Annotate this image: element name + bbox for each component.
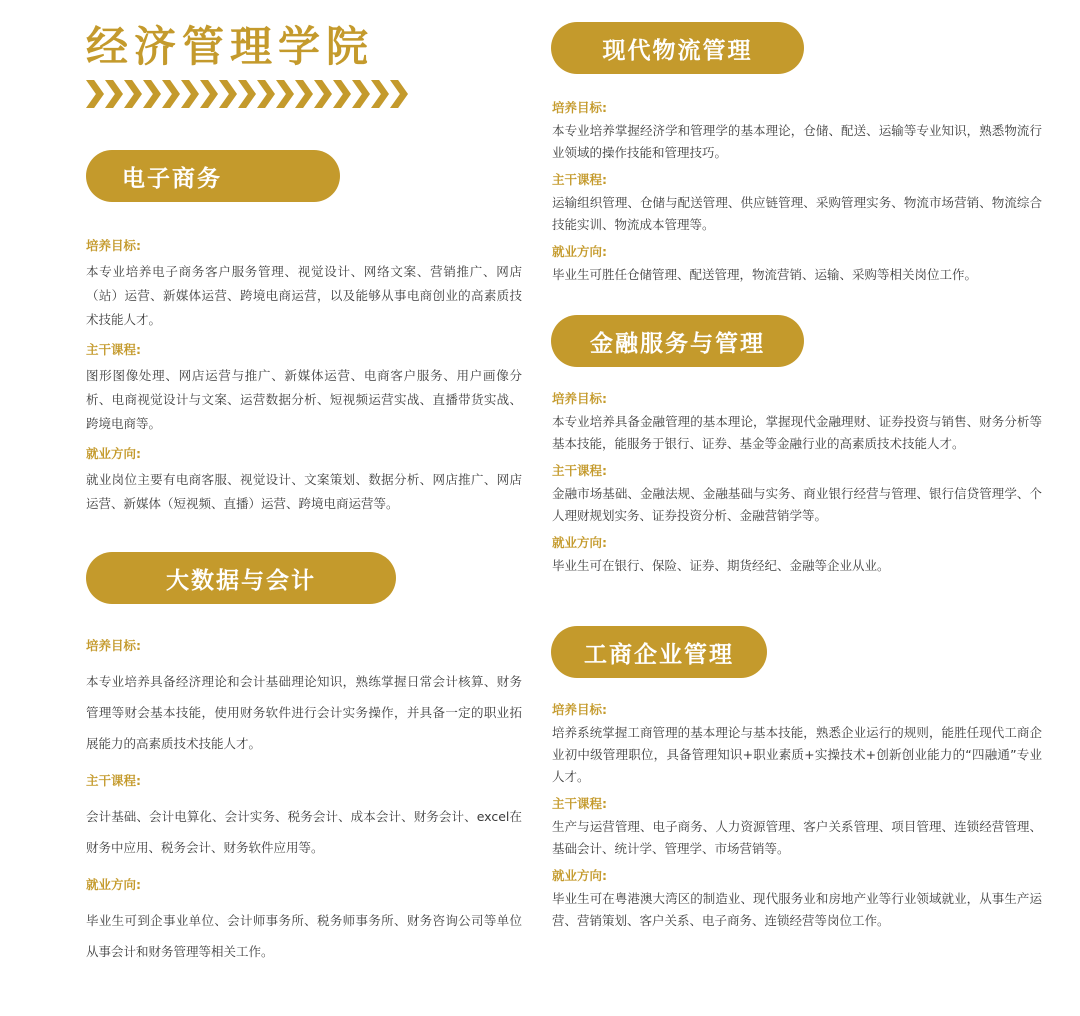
course-text: 金融市场基础、金融法规、金融基础与实务、商业银行经营与管理、银行信贷管理学、个人理财规划实务、证券投资分析、金融营销学等。 [552, 486, 1042, 523]
section-finance [552, 389, 1042, 583]
job-label: 就业方向: [552, 868, 607, 883]
chevron-right-icon [86, 80, 104, 108]
section-title-logistics: 现代物流管理 [551, 22, 804, 74]
course-label: 主干课程: [552, 463, 607, 478]
chevron-right-icon [162, 80, 180, 108]
job-text: 毕业生可到企事业单位、会计师事务所、税务师事务所、财务咨询公司等单位从事会计和财务管理等相关工作。 [86, 913, 522, 959]
goal-label: 培养目标: [86, 238, 141, 253]
course-label: 主干课程: [86, 342, 141, 357]
page-title: 经济管理学院 [86, 22, 375, 71]
job-text: 就业岗位主要有电商客服、视觉设计、文案策划、数据分析、网店推广、网店运营、新媒体（短视频、直播）运营、跨境电商运营等。 [86, 472, 522, 511]
section-bigdata-accounting [86, 636, 522, 979]
goal-label: 培养目标: [552, 702, 607, 717]
goal-text: 培养系统掌握工商管理的基本理论与基本技能，熟悉企业运行的规则，能胜任现代工商企业初中级管理职位，具备管理知识+职业素质+实操技术+创新创业能力的“四融通”专业人才。 [552, 725, 1042, 784]
chevron-right-icon [181, 80, 199, 108]
chevron-right-icon [390, 80, 408, 108]
chevron-right-icon [219, 80, 237, 108]
chevron-right-icon [200, 80, 218, 108]
goal-label: 培养目标: [552, 100, 607, 115]
chevron-right-icon [371, 80, 389, 108]
goal-text: 本专业培养掌握经济学和管理学的基本理论，仓储、配送、运输等专业知识，熟悉物流行业领域的操作技能和管理技巧。 [552, 123, 1042, 160]
job-label: 就业方向: [552, 244, 607, 259]
job-text: 毕业生可在银行、保险、证券、期货经纪、金融等企业从业。 [552, 558, 890, 573]
section-title-bigdata-accounting: 大数据与会计 [86, 552, 396, 604]
course-text: 图形图像处理、网店运营与推广、新媒体运营、电商客户服务、用户画像分析、电商视觉设计与文案、运营数据分析、短视频运营实战、直播带货实战、跨境电商等。 [86, 368, 522, 431]
course-text: 生产与运营管理、电子商务、人力资源管理、客户关系管理、项目管理、连锁经营管理、基础会计、统计学、管理学、市场营销等。 [552, 819, 1042, 856]
chevron-right-icon [352, 80, 370, 108]
chevron-right-icon [143, 80, 161, 108]
course-label: 主干课程: [86, 773, 141, 788]
chevron-right-icon [238, 80, 256, 108]
course-text: 运输组织管理、仓储与配送管理、供应链管理、采购管理实务、物流市场营销、物流综合技能实训、物流成本管理等。 [552, 195, 1042, 232]
job-label: 就业方向: [86, 877, 141, 892]
section-title-ecommerce: 电子商务 [86, 150, 340, 202]
chevron-right-icon [276, 80, 294, 108]
job-label: 就业方向: [86, 446, 141, 461]
section-title-business-management: 工商企业管理 [551, 626, 767, 678]
chevron-right-icon [314, 80, 332, 108]
chevron-divider [86, 80, 408, 108]
chevron-right-icon [105, 80, 123, 108]
goal-text: 本专业培养具备经济理论和会计基础理论知识，熟练掌握日常会计核算、财务管理等财会基本技能，使用财务软件进行会计实务操作，并具备一定的职业拓展能力的高素质技术技能人才。 [86, 674, 522, 751]
chevron-right-icon [295, 80, 313, 108]
chevron-right-icon [333, 80, 351, 108]
job-label: 就业方向: [552, 535, 607, 550]
job-text: 毕业生可胜任仓储管理、配送管理，物流营销、运输、采购等相关岗位工作。 [552, 267, 978, 282]
goal-label: 培养目标: [552, 391, 607, 406]
chevron-right-icon [257, 80, 275, 108]
course-text: 会计基础、会计电算化、会计实务、税务会计、成本会计、财务会计、excel在财务中应用、税务会计、财务软件应用等。 [86, 809, 522, 855]
job-text: 毕业生可在粤港澳大湾区的制造业、现代服务业和房地产业等行业领域就业，从事生产运营、营销策划、客户关系、电子商务、连锁经营等岗位工作。 [552, 891, 1042, 928]
goal-text: 本专业培养电子商务客户服务管理、视觉设计、网络文案、营销推广、网店（站）运营、新媒体运营、跨境电商运营，以及能够从事电商创业的高素质技术技能人才。 [86, 264, 522, 327]
section-logistics [552, 98, 1042, 292]
section-title-finance: 金融服务与管理 [551, 315, 804, 367]
goal-label: 培养目标: [86, 638, 141, 653]
section-ecommerce [86, 236, 522, 524]
course-label: 主干课程: [552, 796, 607, 811]
goal-text: 本专业培养具备金融管理的基本理论，掌握现代金融理财、证券投资与销售、财务分析等基本技能，能服务于银行、证券、基金等金融行业的高素质技术技能人才。 [552, 414, 1042, 451]
chevron-right-icon [124, 80, 142, 108]
section-business-management [552, 700, 1042, 938]
course-label: 主干课程: [552, 172, 607, 187]
